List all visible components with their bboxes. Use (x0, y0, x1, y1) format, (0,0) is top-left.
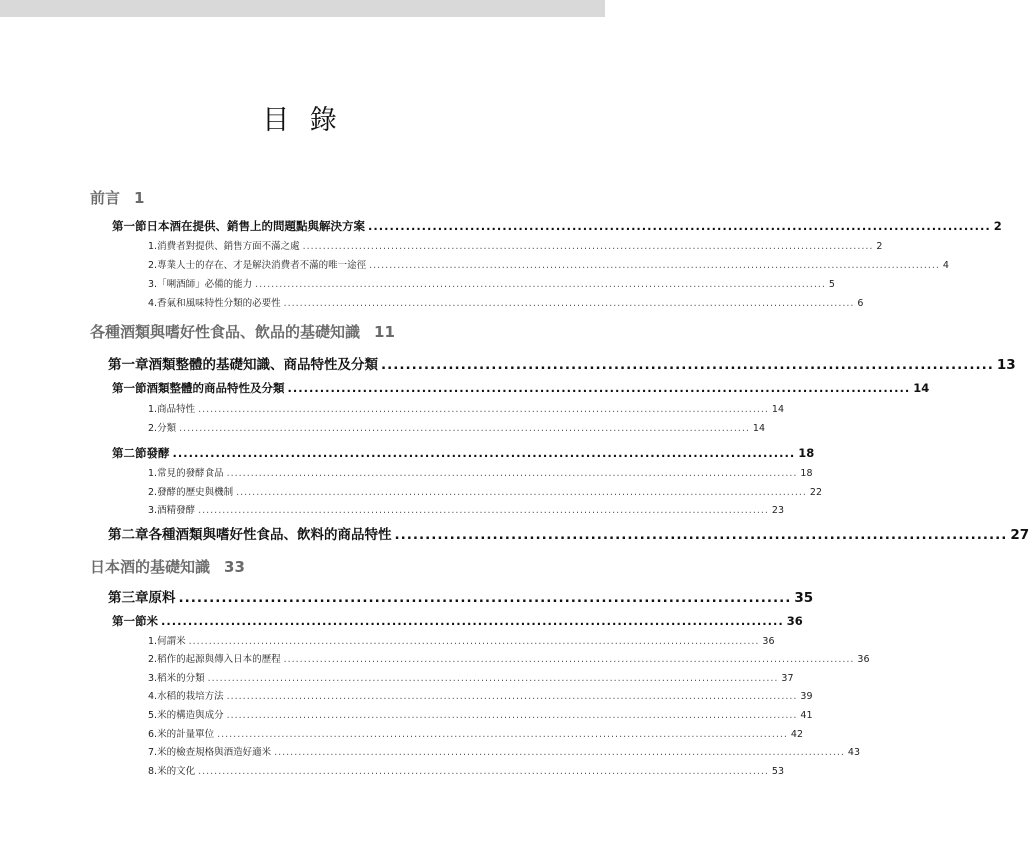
toc-item[interactable] (148, 295, 864, 309)
dot-leader: .............................................................................................................................................. (198, 404, 769, 415)
item-page: 4 (942, 260, 949, 271)
chapter-page: 35 (794, 590, 814, 606)
item-page: 43 (847, 747, 860, 758)
item-page: 6 (857, 298, 864, 309)
item-title: 米的構造與成分 (157, 710, 224, 721)
toc-part-preface[interactable] (90, 187, 144, 208)
chapter-page: 13 (996, 357, 1016, 373)
toc-part-2[interactable] (90, 556, 245, 577)
dot-leader: .................................................................................................... (394, 527, 1008, 543)
dot-leader: .............................................................................................................................................. (188, 636, 760, 647)
toc-item[interactable] (148, 651, 870, 665)
toc-item[interactable] (148, 763, 784, 777)
dot-leader: .............................................................................................................................................. (369, 260, 940, 271)
item-page: 36 (857, 654, 870, 665)
part-title: 前言 (90, 189, 121, 207)
toc-item[interactable] (148, 688, 813, 702)
item-title: 分類 (157, 423, 177, 434)
item-number: 2. (148, 654, 158, 665)
item-title: 米的檢查規格與酒造好適米 (157, 747, 272, 758)
item-title: 米的計量單位 (157, 729, 215, 740)
toc-item[interactable] (148, 502, 784, 516)
section-page: 36 (786, 614, 803, 628)
section-number: 第二節 (112, 446, 147, 460)
toc-item[interactable] (148, 633, 775, 647)
item-number: 1. (148, 241, 158, 252)
section-title: 發酵 (146, 446, 170, 460)
item-page: 42 (790, 729, 803, 740)
section-page: 14 (913, 381, 930, 395)
item-page: 5 (828, 279, 835, 290)
item-title: 商品特性 (157, 404, 196, 415)
chapter-page: 27 (1010, 527, 1029, 543)
dot-leader: .............................................................................................................................................. (198, 505, 769, 516)
dot-leader: .............................................................................................................................................. (302, 241, 874, 252)
section-number: 第一節 (112, 381, 147, 395)
item-title: 香氣和風味特性分類的必要性 (157, 298, 281, 309)
toc-item[interactable] (148, 420, 765, 434)
chapter-title: 原料 (148, 590, 176, 606)
dot-leader: .............................................................................................................................................. (283, 654, 855, 665)
section-title: 酒類整體的商品特性及分類 (146, 381, 285, 395)
item-number: 5. (148, 710, 158, 721)
item-number: 2. (148, 423, 158, 434)
dot-leader: .................................................................................................... (178, 590, 792, 606)
item-title: 「唎酒師」必備的能力 (157, 279, 253, 290)
item-page: 2 (876, 241, 883, 252)
toc-section-1-1[interactable] (112, 380, 930, 396)
part-page: 33 (224, 558, 245, 576)
dot-leader: .............................................................................................................................................. (283, 298, 855, 309)
item-number: 8. (148, 766, 158, 777)
toc-section-preface-1[interactable] (112, 218, 1002, 234)
item-page: 14 (752, 423, 765, 434)
part-title: 各種酒類與嗜好性食品、飲品的基礎知識 (90, 323, 361, 341)
item-title: 消費者對提供、銷售方面不滿之處 (157, 241, 300, 252)
dot-leader: .............................................................................................................................................. (207, 673, 779, 684)
item-title: 發酵的歷史與機制 (157, 487, 234, 498)
item-number: 6. (148, 729, 158, 740)
item-page: 39 (800, 691, 813, 702)
item-title: 稻米的分類 (157, 673, 205, 684)
item-title: 酒精發酵 (157, 505, 196, 516)
item-number: 1. (148, 468, 158, 479)
item-number: 4. (148, 298, 158, 309)
toc-item[interactable] (148, 484, 822, 498)
dot-leader: .............................................................................................................................................. (179, 423, 750, 434)
item-page: 18 (800, 468, 813, 479)
section-number: 第一節 (112, 219, 147, 233)
dot-leader: .............................................................................................................................................. (217, 729, 788, 740)
dot-leader: .................................................................................................... (381, 357, 994, 373)
item-number: 1. (148, 636, 158, 647)
dot-leader: .................................................................................................................... (161, 614, 784, 628)
item-page: 23 (771, 505, 784, 516)
item-page: 41 (800, 710, 813, 721)
toc-item[interactable] (148, 238, 883, 252)
item-title: 水稻的栽培方法 (157, 691, 224, 702)
section-page: 18 (798, 446, 815, 460)
chapter-title: 各種酒類與嗜好性食品、飲料的商品特性 (148, 527, 392, 543)
dot-leader: .............................................................................................................................................. (274, 747, 845, 758)
toc-item[interactable] (148, 670, 794, 684)
chapter-number: 第一章 (108, 357, 149, 373)
toc-item[interactable] (148, 401, 784, 415)
item-number: 3. (148, 673, 158, 684)
item-number: 2. (148, 487, 158, 498)
page-title: 目 錄 (262, 105, 343, 136)
item-page: 36 (762, 636, 775, 647)
section-number: 第一節 (112, 614, 147, 628)
dot-leader: .............................................................................................................................................. (226, 468, 798, 479)
chapter-number: 第二章 (108, 527, 149, 543)
item-title: 常見的發酵食品 (157, 468, 224, 479)
part-page: 11 (374, 323, 395, 341)
dot-leader: .............................................................................................................................................. (255, 279, 826, 290)
item-title: 何謂米 (157, 636, 186, 647)
toc-item[interactable] (148, 707, 813, 721)
item-number: 7. (148, 747, 158, 758)
part-title: 日本酒的基礎知識 (90, 558, 211, 576)
section-title: 日本酒在提供、銷售上的問題點與解決方案 (146, 219, 365, 233)
item-title: 米的文化 (157, 766, 196, 777)
toc-item[interactable] (148, 465, 813, 479)
item-number: 2. (148, 260, 158, 271)
toc-section-1-2[interactable] (112, 445, 815, 461)
toc-chapter-2[interactable] (108, 523, 1029, 543)
part-page: 1 (134, 189, 145, 207)
item-title: 專業人士的存在、才是解決消費者不滿的唯一途徑 (157, 260, 367, 271)
toc-item[interactable] (148, 257, 949, 271)
item-page: 22 (809, 487, 822, 498)
dot-leader: .............................................................................................................................................. (226, 710, 798, 721)
section-title: 米 (146, 614, 158, 628)
item-page: 14 (771, 404, 784, 415)
dot-leader: .................................................................................................................... (287, 381, 911, 395)
toc-item[interactable] (148, 744, 860, 758)
item-page: 53 (771, 766, 784, 777)
chapter-number: 第三章 (108, 590, 149, 606)
dot-leader: .................................................................................................................... (368, 219, 991, 233)
item-number: 3. (148, 279, 158, 290)
item-number: 4. (148, 691, 158, 702)
item-page: 37 (781, 673, 794, 684)
dot-leader: .................................................................................................................... (172, 446, 796, 460)
section-page: 2 (993, 219, 1002, 233)
toc-chapter-3[interactable] (108, 586, 814, 606)
toc-item[interactable] (148, 726, 803, 740)
item-title: 稻作的起源與傳入日本的歷程 (157, 654, 281, 665)
toc-part-1[interactable] (90, 321, 395, 342)
chapter-title: 酒類整體的基礎知識、商品特性及分類 (148, 357, 378, 373)
dot-leader: .............................................................................................................................................. (198, 766, 769, 777)
toc-section-3-1[interactable] (112, 613, 803, 629)
toc-item[interactable] (148, 276, 835, 290)
dot-leader: .............................................................................................................................................. (226, 691, 798, 702)
item-number: 3. (148, 505, 158, 516)
dot-leader: .............................................................................................................................................. (236, 487, 807, 498)
toc-chapter-1[interactable] (108, 353, 1016, 373)
item-number: 1. (148, 404, 158, 415)
